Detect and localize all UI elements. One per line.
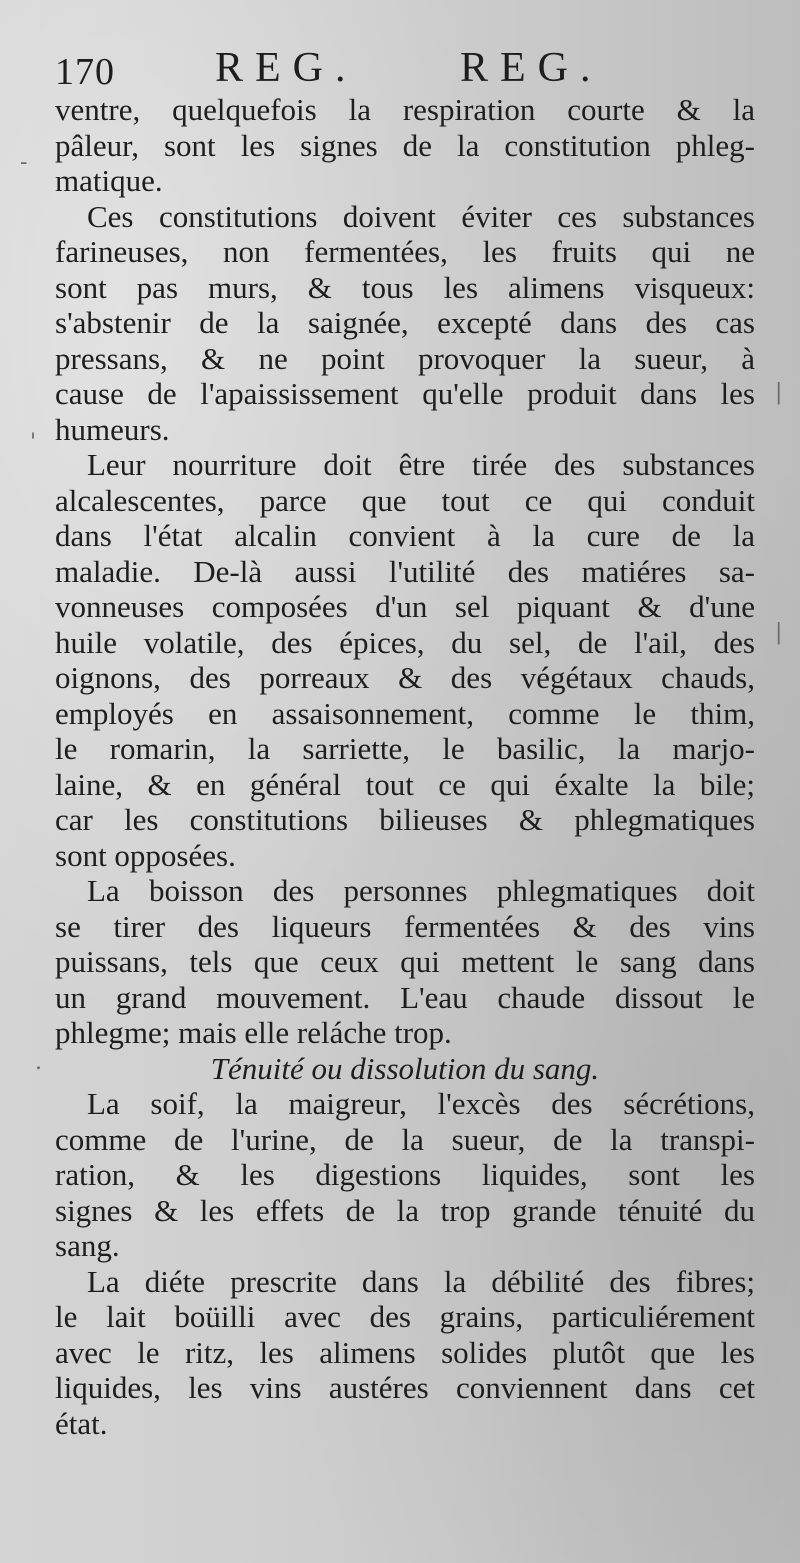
text-line: le lait boüilli avec des grains, particuliérement <box>55 1299 755 1334</box>
margin-speck: . <box>35 1050 42 1075</box>
text-line: sang. <box>55 1228 120 1263</box>
text-line: dans l'état alcalin convient à la cure de la <box>55 518 755 553</box>
text-line: matique. <box>55 163 163 198</box>
paragraph-first-line: La boisson des personnes phlegmatiques doit <box>87 873 755 908</box>
running-head-left: REG. <box>215 45 358 91</box>
paragraph-first-line: Ces constitutions doivent éviter ces substances <box>87 198 755 234</box>
text-line: puissans, tels que ceux qui mettent le sang dans <box>55 944 755 979</box>
paragraph-first-line: La diéte prescrite dans la débilité des fibres; <box>87 1263 755 1299</box>
text-line: se tirer des liqueurs fermentées & des vins <box>55 908 755 944</box>
page-number: 170 <box>55 51 115 93</box>
text-line: liquides, les vins austéres conviennent dans cet <box>55 1370 755 1405</box>
text-line: comme de l'urine, de la sueur, de la transpi- <box>55 1121 755 1157</box>
paragraph-first-line: La soif, la maigreur, l'excès des sécrétions, <box>87 1086 755 1121</box>
text-line: sont pas murs, & tous les alimens visqueux: <box>55 269 755 305</box>
section-heading: Ténuité ou dissolution du sang. <box>210 1050 600 1086</box>
text-line: employés en assaisonnement, comme le thim, <box>55 695 755 731</box>
margin-speck: | <box>775 620 783 645</box>
paragraph-first-line: Leur nourriture doit être tirée des substances <box>87 447 755 482</box>
text-line: alcalescentes, parce que tout ce qui conduit <box>55 482 755 518</box>
text-line: avec le ritz, les alimens solides plutôt que les <box>55 1334 755 1370</box>
running-head-right: REG. <box>460 45 603 91</box>
body-text <box>55 92 755 1441</box>
text-line: ration, & les digestions liquides, sont les <box>55 1157 755 1192</box>
text-line: laine, & en général tout ce qui éxalte la bile; <box>55 766 755 802</box>
text-line: huile volatile, des épices, du sel, de l'ail, des <box>55 624 755 660</box>
text-line: pâleur, sont les signes de la constitution phleg- <box>55 127 755 163</box>
text-line: humeurs. <box>55 411 170 447</box>
margin-speck: ' <box>30 430 37 455</box>
text-line: ventre, quelquefois la respiration courte & la <box>55 92 755 127</box>
text-line: cause de l'apaississement qu'elle produit dans les <box>55 376 755 411</box>
text-line: un grand mouvement. L'eau chaude dissout le <box>55 979 755 1015</box>
text-line: état. <box>55 1405 108 1441</box>
text-line: vonneuses composées d'un sel piquant & d'une <box>55 589 755 624</box>
text-line: s'abstenir de la saignée, excepté dans des cas <box>55 305 755 340</box>
text-line: sont opposées. <box>55 837 236 873</box>
text-line: phlegme; mais elle reláche trop. <box>55 1015 452 1050</box>
text-line: farineuses, non fermentées, les fruits qui ne <box>55 234 755 269</box>
margin-speck: | <box>775 380 783 405</box>
text-line: oignons, des porreaux & des végétaux chauds, <box>55 660 755 695</box>
text-line: pressans, & ne point provoquer la sueur, à <box>55 340 755 376</box>
text-line: maladie. De-là aussi l'utilité des matiéres sa- <box>55 553 755 589</box>
text-line: le romarin, la sarriette, le basilic, la marjo- <box>55 731 755 766</box>
text-line: signes & les effets de la trop grande ténuité du <box>55 1192 755 1228</box>
margin-speck: - <box>20 150 28 175</box>
text-line: car les constitutions bilieuses & phlegmatiques <box>55 802 755 837</box>
